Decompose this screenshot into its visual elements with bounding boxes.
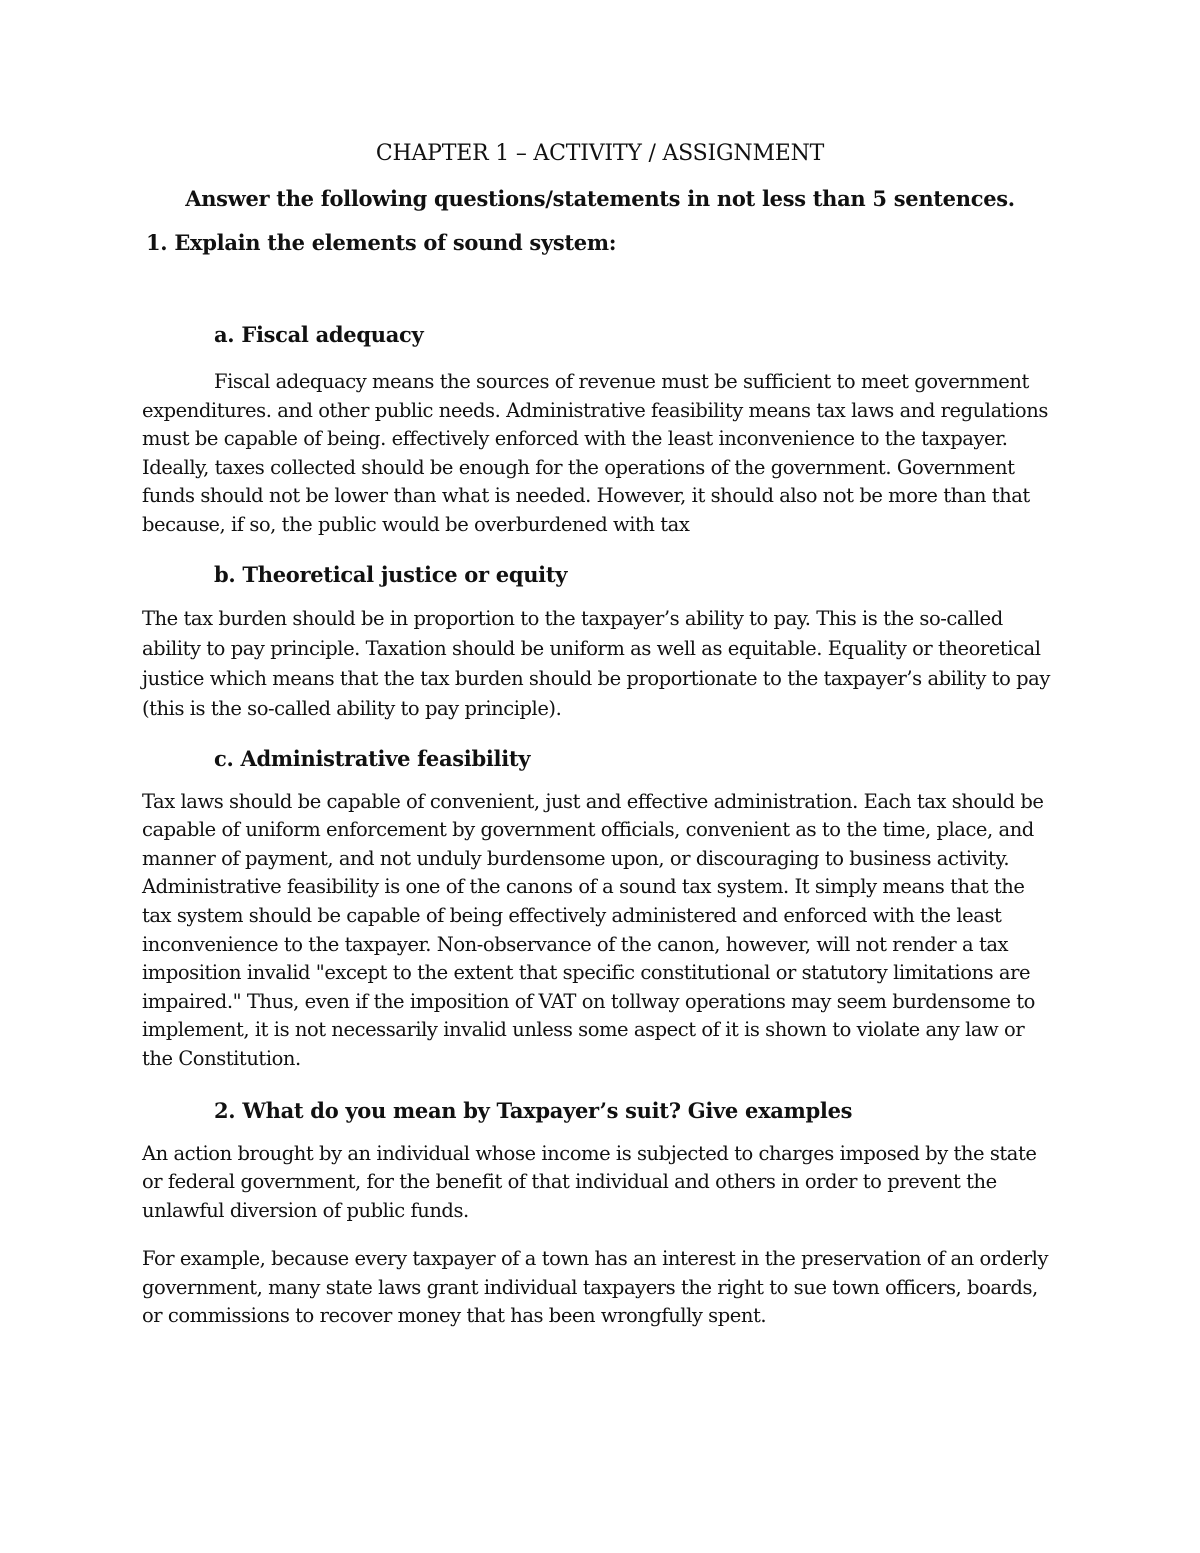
paragraph-administrative-feasibility: Tax laws should be capable of convenient, just and effective administration. Each tax should be capable of uniform enforcement by government officials, convenient as to the time, place, and manner of payment, and not unduly burdensome upon, or discouraging to business activity. Administrative feasibility is one of the canons of a sound tax system. It simply means that the tax system should be capable of being effectively administered and enforced with the least inconvenience to the taxpayer. Non-observance of the canon, however, will not render a tax imposition invalid "except to the extent that specific constitutional or statutory limitations are impaired." Thus, even if the imposition of VAT on tollway operations may seem burdensome to implement, it is not necessarily invalid unless some aspect of it is shown to violate any law or the Constitution. — [142, 789, 1044, 1070]
subheading-theoretical-justice: b. Theoretical justice or equity — [214, 561, 568, 587]
paragraph-taxpayer-suit-definition: An action brought by an individual whose income is subjected to charges imposed by the state or federal government, for the benefit of that individual and others in order to prevent the unlawful diversion of public funds. — [142, 1141, 1037, 1222]
subheading-fiscal-adequacy: a. Fiscal adequacy — [214, 322, 424, 347]
instruction-text: Answer the following questions/statements in not less than 5 sentences. — [185, 186, 1015, 211]
paragraph-fiscal-adequacy: Fiscal adequacy means the sources of revenue must be sufficient to meet government expenditures. and other public needs. Administrative feasibility means tax laws and regulations must be capable of being. effectively enforced with the least inconvenience to the taxpayer. Ideally, taxes collected should be enough for the operations of the government. Government funds should not be lower than what is needed. However, it should also not be more than that because, if so, the public would be overburdened with tax — [142, 370, 1048, 536]
question-2-heading: 2. What do you mean by Taxpayer’s suit? Give examples — [214, 1097, 853, 1123]
subheading-administrative-feasibility: c. Administrative feasibility — [214, 745, 531, 771]
paragraph-taxpayer-suit-example: For example, because every taxpayer of a town has an interest in the preservation of an orderly government, many state laws grant individual taxpayers the right to sue town officers, boards, or commissions to recover money that has been wrongfully spent. — [142, 1247, 1049, 1328]
paragraph-theoretical-justice: The tax burden should be in proportion to the taxpayer’s ability to pay. This is the so-called ability to pay principle. Taxation should be uniform as well as equitable. Equality or theoretical justice which means that the tax burden should be proportionate to the taxpayer’s ability to pay (this is the so-called ability to pay principle). — [142, 606, 1050, 720]
document-title: CHAPTER 1 – ACTIVITY / ASSIGNMENT — [375, 141, 825, 166]
document-body — [142, 138, 1058, 1331]
question-1-heading: 1. Explain the elements of sound system: — [146, 230, 617, 255]
